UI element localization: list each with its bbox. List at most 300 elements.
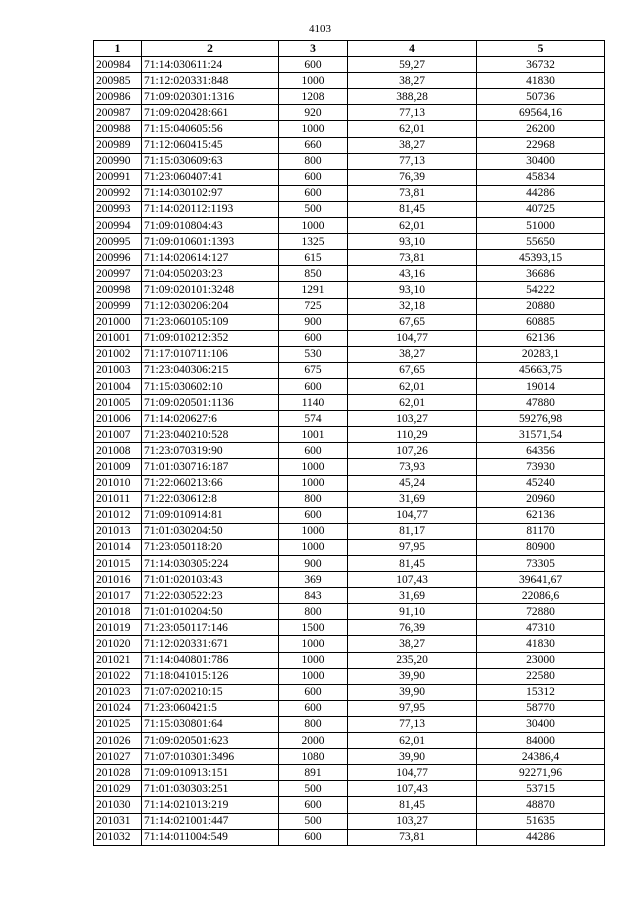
record-number-cell: 200997 — [94, 266, 142, 282]
area-cell: 1000 — [279, 652, 348, 668]
value-cell: 59276,98 — [477, 411, 605, 427]
table-row — [94, 153, 605, 169]
record-number-cell: 201015 — [94, 556, 142, 572]
table-row — [94, 588, 605, 604]
area-cell: 900 — [279, 314, 348, 330]
cadastral-number-cell: 71:23:040210:528 — [142, 427, 279, 443]
record-number-cell: 201008 — [94, 443, 142, 459]
value-cell: 48870 — [477, 797, 605, 813]
table-row — [94, 411, 605, 427]
record-number-cell: 201021 — [94, 652, 142, 668]
rate-cell: 77,13 — [348, 105, 477, 121]
cadastral-number-cell: 71:09:020428:661 — [142, 105, 279, 121]
area-cell: 1000 — [279, 539, 348, 555]
value-cell: 47310 — [477, 620, 605, 636]
value-cell: 39641,67 — [477, 572, 605, 588]
cadastral-number-cell: 71:14:011004:549 — [142, 829, 279, 845]
area-cell: 900 — [279, 556, 348, 572]
value-cell: 69564,16 — [477, 105, 605, 121]
rate-cell: 77,13 — [348, 716, 477, 732]
table-row — [94, 668, 605, 684]
table-row — [94, 797, 605, 813]
cadastral-number-cell: 71:12:060415:45 — [142, 137, 279, 153]
cadastral-number-cell: 71:22:030522:23 — [142, 588, 279, 604]
value-cell: 73305 — [477, 556, 605, 572]
value-cell: 20880 — [477, 298, 605, 314]
area-cell: 1000 — [279, 523, 348, 539]
rate-cell: 76,39 — [348, 169, 477, 185]
rate-cell: 73,81 — [348, 250, 477, 266]
value-cell: 40725 — [477, 201, 605, 217]
record-number-cell: 201028 — [94, 765, 142, 781]
value-cell: 64356 — [477, 443, 605, 459]
area-cell: 675 — [279, 362, 348, 378]
value-cell: 50736 — [477, 89, 605, 105]
table-row — [94, 89, 605, 105]
record-number-cell: 200989 — [94, 137, 142, 153]
rate-cell: 62,01 — [348, 218, 477, 234]
rate-cell: 81,45 — [348, 201, 477, 217]
area-cell: 600 — [279, 378, 348, 394]
record-number-cell: 201020 — [94, 636, 142, 652]
cadastral-number-cell: 71:23:070319:90 — [142, 443, 279, 459]
rate-cell: 103,27 — [348, 411, 477, 427]
area-cell: 600 — [279, 797, 348, 813]
value-cell: 24386,4 — [477, 749, 605, 765]
rate-cell: 67,65 — [348, 314, 477, 330]
cadastral-number-cell: 71:14:021013:219 — [142, 797, 279, 813]
table-row — [94, 556, 605, 572]
cadastral-number-cell: 71:01:030303:251 — [142, 781, 279, 797]
area-cell: 1000 — [279, 475, 348, 491]
rate-cell: 107,43 — [348, 572, 477, 588]
area-cell: 843 — [279, 588, 348, 604]
area-cell: 600 — [279, 169, 348, 185]
table-row — [94, 475, 605, 491]
area-cell: 500 — [279, 813, 348, 829]
value-cell: 30400 — [477, 153, 605, 169]
record-number-cell: 201026 — [94, 733, 142, 749]
rate-cell: 32,18 — [348, 298, 477, 314]
table-row — [94, 282, 605, 298]
rate-cell: 62,01 — [348, 733, 477, 749]
cadastral-number-cell: 71:14:020112:1193 — [142, 201, 279, 217]
cadastral-number-cell: 71:17:010711:106 — [142, 346, 279, 362]
area-cell: 1001 — [279, 427, 348, 443]
rate-cell: 81,45 — [348, 556, 477, 572]
rate-cell: 73,81 — [348, 185, 477, 201]
cadastral-number-cell: 71:23:050118:20 — [142, 539, 279, 555]
record-number-cell: 201010 — [94, 475, 142, 491]
record-number-cell: 201006 — [94, 411, 142, 427]
value-cell: 80900 — [477, 539, 605, 555]
cadastral-number-cell: 71:09:020301:1316 — [142, 89, 279, 105]
record-number-cell: 200993 — [94, 201, 142, 217]
rate-cell: 388,28 — [348, 89, 477, 105]
value-cell: 62136 — [477, 330, 605, 346]
area-cell: 1500 — [279, 620, 348, 636]
column-header-1: 1 — [94, 41, 142, 57]
table-row — [94, 507, 605, 523]
record-number-cell: 200987 — [94, 105, 142, 121]
table-row — [94, 652, 605, 668]
rate-cell: 67,65 — [348, 362, 477, 378]
record-number-cell: 201014 — [94, 539, 142, 555]
value-cell: 20960 — [477, 491, 605, 507]
area-cell: 1140 — [279, 395, 348, 411]
record-number-cell: 200999 — [94, 298, 142, 314]
area-cell: 574 — [279, 411, 348, 427]
record-number-cell: 201027 — [94, 749, 142, 765]
cadastral-number-cell: 71:09:010601:1393 — [142, 234, 279, 250]
record-number-cell: 201032 — [94, 829, 142, 845]
record-number-cell: 201012 — [94, 507, 142, 523]
table-row — [94, 765, 605, 781]
record-number-cell: 201003 — [94, 362, 142, 378]
area-cell: 725 — [279, 298, 348, 314]
value-cell: 44286 — [477, 829, 605, 845]
area-cell: 600 — [279, 185, 348, 201]
value-cell: 20283,1 — [477, 346, 605, 362]
record-number-cell: 201019 — [94, 620, 142, 636]
table-row — [94, 185, 605, 201]
table-row — [94, 201, 605, 217]
area-cell: 1208 — [279, 89, 348, 105]
value-cell: 60885 — [477, 314, 605, 330]
record-number-cell: 201013 — [94, 523, 142, 539]
rate-cell: 31,69 — [348, 588, 477, 604]
record-number-cell: 201017 — [94, 588, 142, 604]
area-cell: 600 — [279, 507, 348, 523]
rate-cell: 31,69 — [348, 491, 477, 507]
table-row — [94, 395, 605, 411]
table-row — [94, 636, 605, 652]
record-number-cell: 201000 — [94, 314, 142, 330]
cadastral-number-cell: 71:01:030204:50 — [142, 523, 279, 539]
cadastral-number-cell: 71:23:050117:146 — [142, 620, 279, 636]
area-cell: 800 — [279, 491, 348, 507]
value-cell: 41830 — [477, 636, 605, 652]
cadastral-number-cell: 71:15:030801:64 — [142, 716, 279, 732]
cadastral-number-cell: 71:23:060421:5 — [142, 700, 279, 716]
value-cell: 22580 — [477, 668, 605, 684]
cadastral-number-cell: 71:09:010913:151 — [142, 765, 279, 781]
registry-table — [93, 40, 605, 846]
table-row — [94, 716, 605, 732]
value-cell: 22968 — [477, 137, 605, 153]
value-cell: 54222 — [477, 282, 605, 298]
cadastral-number-cell: 71:07:010301:3496 — [142, 749, 279, 765]
cadastral-number-cell: 71:09:020501:623 — [142, 733, 279, 749]
cadastral-number-cell: 71:14:020614:127 — [142, 250, 279, 266]
cadastral-number-cell: 71:22:060213:66 — [142, 475, 279, 491]
record-number-cell: 201030 — [94, 797, 142, 813]
cadastral-number-cell: 71:12:030206:204 — [142, 298, 279, 314]
table-row — [94, 266, 605, 282]
value-cell: 45663,75 — [477, 362, 605, 378]
rate-cell: 39,90 — [348, 684, 477, 700]
area-cell: 500 — [279, 781, 348, 797]
page-number: 4103 — [309, 23, 331, 35]
record-number-cell: 200996 — [94, 250, 142, 266]
value-cell: 51635 — [477, 813, 605, 829]
cadastral-number-cell: 71:14:020627:6 — [142, 411, 279, 427]
cadastral-number-cell: 71:12:020331:671 — [142, 636, 279, 652]
rate-cell: 39,90 — [348, 749, 477, 765]
record-number-cell: 201005 — [94, 395, 142, 411]
cadastral-number-cell: 71:09:010914:81 — [142, 507, 279, 523]
table-row — [94, 218, 605, 234]
value-cell: 47880 — [477, 395, 605, 411]
table-header-row — [94, 41, 605, 57]
area-cell: 800 — [279, 716, 348, 732]
value-cell: 23000 — [477, 652, 605, 668]
cadastral-number-cell: 71:18:041015:126 — [142, 668, 279, 684]
cadastral-number-cell: 71:23:060105:109 — [142, 314, 279, 330]
area-cell: 600 — [279, 57, 348, 73]
rate-cell: 103,27 — [348, 813, 477, 829]
rate-cell: 59,27 — [348, 57, 477, 73]
table-row — [94, 378, 605, 394]
table-row — [94, 829, 605, 845]
area-cell: 1000 — [279, 121, 348, 137]
area-cell: 600 — [279, 330, 348, 346]
value-cell: 58770 — [477, 700, 605, 716]
area-cell: 660 — [279, 137, 348, 153]
rate-cell: 38,27 — [348, 137, 477, 153]
cadastral-number-cell: 71:22:030612:8 — [142, 491, 279, 507]
record-number-cell: 200985 — [94, 73, 142, 89]
value-cell: 36732 — [477, 57, 605, 73]
cadastral-number-cell: 71:09:020501:1136 — [142, 395, 279, 411]
column-header-2: 2 — [142, 41, 279, 57]
rate-cell: 93,10 — [348, 282, 477, 298]
column-header-5: 5 — [477, 41, 605, 57]
area-cell: 600 — [279, 443, 348, 459]
record-number-cell: 200992 — [94, 185, 142, 201]
area-cell: 891 — [279, 765, 348, 781]
area-cell: 1080 — [279, 749, 348, 765]
record-number-cell: 201024 — [94, 700, 142, 716]
rate-cell: 104,77 — [348, 507, 477, 523]
rate-cell: 39,90 — [348, 668, 477, 684]
rate-cell: 107,43 — [348, 781, 477, 797]
cadastral-number-cell: 71:12:020331:848 — [142, 73, 279, 89]
area-cell: 1000 — [279, 73, 348, 89]
area-cell: 850 — [279, 266, 348, 282]
area-cell: 1000 — [279, 636, 348, 652]
table-row — [94, 346, 605, 362]
table-row — [94, 572, 605, 588]
rate-cell: 81,45 — [348, 797, 477, 813]
cadastral-number-cell: 71:14:021001:447 — [142, 813, 279, 829]
rate-cell: 62,01 — [348, 378, 477, 394]
value-cell: 36686 — [477, 266, 605, 282]
cadastral-number-cell: 71:14:030102:97 — [142, 185, 279, 201]
cadastral-number-cell: 71:15:030602:10 — [142, 378, 279, 394]
rate-cell: 91,10 — [348, 604, 477, 620]
value-cell: 81170 — [477, 523, 605, 539]
rate-cell: 110,29 — [348, 427, 477, 443]
area-cell: 500 — [279, 201, 348, 217]
area-cell: 600 — [279, 829, 348, 845]
record-number-cell: 201029 — [94, 781, 142, 797]
cadastral-number-cell: 71:09:010212:352 — [142, 330, 279, 346]
value-cell: 84000 — [477, 733, 605, 749]
table-row — [94, 427, 605, 443]
table-row — [94, 362, 605, 378]
record-number-cell: 201016 — [94, 572, 142, 588]
area-cell: 615 — [279, 250, 348, 266]
table-row — [94, 749, 605, 765]
rate-cell: 62,01 — [348, 121, 477, 137]
rate-cell: 81,17 — [348, 523, 477, 539]
area-cell: 800 — [279, 604, 348, 620]
rate-cell: 43,16 — [348, 266, 477, 282]
cadastral-number-cell: 71:01:030716:187 — [142, 459, 279, 475]
rate-cell: 45,24 — [348, 475, 477, 491]
column-header-3: 3 — [279, 41, 348, 57]
area-cell: 1000 — [279, 668, 348, 684]
value-cell: 44286 — [477, 185, 605, 201]
record-number-cell: 200986 — [94, 89, 142, 105]
value-cell: 45834 — [477, 169, 605, 185]
area-cell: 920 — [279, 105, 348, 121]
record-number-cell: 201002 — [94, 346, 142, 362]
record-number-cell: 201004 — [94, 378, 142, 394]
cadastral-number-cell: 71:15:030609:63 — [142, 153, 279, 169]
cadastral-number-cell: 71:04:050203:23 — [142, 266, 279, 282]
rate-cell: 104,77 — [348, 765, 477, 781]
rate-cell: 73,93 — [348, 459, 477, 475]
rate-cell: 38,27 — [348, 636, 477, 652]
table-row — [94, 523, 605, 539]
table-row — [94, 57, 605, 73]
record-number-cell: 201022 — [94, 668, 142, 684]
record-number-cell: 201001 — [94, 330, 142, 346]
table-row — [94, 121, 605, 137]
table-row — [94, 250, 605, 266]
record-number-cell: 200984 — [94, 57, 142, 73]
table-row — [94, 539, 605, 555]
cadastral-number-cell: 71:07:020210:15 — [142, 684, 279, 700]
record-number-cell: 200988 — [94, 121, 142, 137]
table-row — [94, 781, 605, 797]
cadastral-number-cell: 71:01:010204:50 — [142, 604, 279, 620]
area-cell: 369 — [279, 572, 348, 588]
value-cell: 55650 — [477, 234, 605, 250]
table-row — [94, 314, 605, 330]
rate-cell: 97,95 — [348, 539, 477, 555]
table-row — [94, 604, 605, 620]
rate-cell: 93,10 — [348, 234, 477, 250]
record-number-cell: 200998 — [94, 282, 142, 298]
column-header-4: 4 — [348, 41, 477, 57]
value-cell: 22086,6 — [477, 588, 605, 604]
table-row — [94, 105, 605, 121]
value-cell: 45240 — [477, 475, 605, 491]
table-row — [94, 137, 605, 153]
value-cell: 62136 — [477, 507, 605, 523]
cadastral-number-cell: 71:15:040605:56 — [142, 121, 279, 137]
value-cell: 41830 — [477, 73, 605, 89]
record-number-cell: 200995 — [94, 234, 142, 250]
area-cell: 800 — [279, 153, 348, 169]
record-number-cell: 200994 — [94, 218, 142, 234]
area-cell: 530 — [279, 346, 348, 362]
table-row — [94, 169, 605, 185]
record-number-cell: 200991 — [94, 169, 142, 185]
record-number-cell: 201011 — [94, 491, 142, 507]
area-cell: 1000 — [279, 459, 348, 475]
record-number-cell: 201025 — [94, 716, 142, 732]
cadastral-number-cell: 71:23:060407:41 — [142, 169, 279, 185]
rate-cell: 235,20 — [348, 652, 477, 668]
table-row — [94, 73, 605, 89]
area-cell: 1000 — [279, 218, 348, 234]
record-number-cell: 201023 — [94, 684, 142, 700]
record-number-cell: 201007 — [94, 427, 142, 443]
table-row — [94, 684, 605, 700]
record-number-cell: 201009 — [94, 459, 142, 475]
value-cell: 45393,15 — [477, 250, 605, 266]
cadastral-number-cell: 71:14:030305:224 — [142, 556, 279, 572]
table-body — [94, 57, 605, 846]
value-cell: 51000 — [477, 218, 605, 234]
cadastral-number-cell: 71:01:020103:43 — [142, 572, 279, 588]
area-cell: 1291 — [279, 282, 348, 298]
record-number-cell: 200990 — [94, 153, 142, 169]
rate-cell: 77,13 — [348, 153, 477, 169]
rate-cell: 62,01 — [348, 395, 477, 411]
table-row — [94, 620, 605, 636]
table-row — [94, 298, 605, 314]
value-cell: 53715 — [477, 781, 605, 797]
cadastral-number-cell: 71:09:020101:3248 — [142, 282, 279, 298]
value-cell: 19014 — [477, 378, 605, 394]
value-cell: 73930 — [477, 459, 605, 475]
area-cell: 600 — [279, 684, 348, 700]
value-cell: 26200 — [477, 121, 605, 137]
value-cell: 30400 — [477, 716, 605, 732]
rate-cell: 76,39 — [348, 620, 477, 636]
value-cell: 15312 — [477, 684, 605, 700]
value-cell: 72880 — [477, 604, 605, 620]
cadastral-number-cell: 71:14:040801:786 — [142, 652, 279, 668]
rate-cell: 38,27 — [348, 73, 477, 89]
rate-cell: 73,81 — [348, 829, 477, 845]
table-row — [94, 700, 605, 716]
table-row — [94, 813, 605, 829]
value-cell: 92271,96 — [477, 765, 605, 781]
rate-cell: 38,27 — [348, 346, 477, 362]
table-row — [94, 733, 605, 749]
record-number-cell: 201018 — [94, 604, 142, 620]
cadastral-number-cell: 71:23:040306:215 — [142, 362, 279, 378]
rate-cell: 107,26 — [348, 443, 477, 459]
table-row — [94, 443, 605, 459]
cadastral-number-cell: 71:14:030611:24 — [142, 57, 279, 73]
value-cell: 31571,54 — [477, 427, 605, 443]
table-row — [94, 491, 605, 507]
record-number-cell: 201031 — [94, 813, 142, 829]
cadastral-number-cell: 71:09:010804:43 — [142, 218, 279, 234]
area-cell: 2000 — [279, 733, 348, 749]
area-cell: 600 — [279, 700, 348, 716]
table-row — [94, 459, 605, 475]
table-row — [94, 330, 605, 346]
area-cell: 1325 — [279, 234, 348, 250]
